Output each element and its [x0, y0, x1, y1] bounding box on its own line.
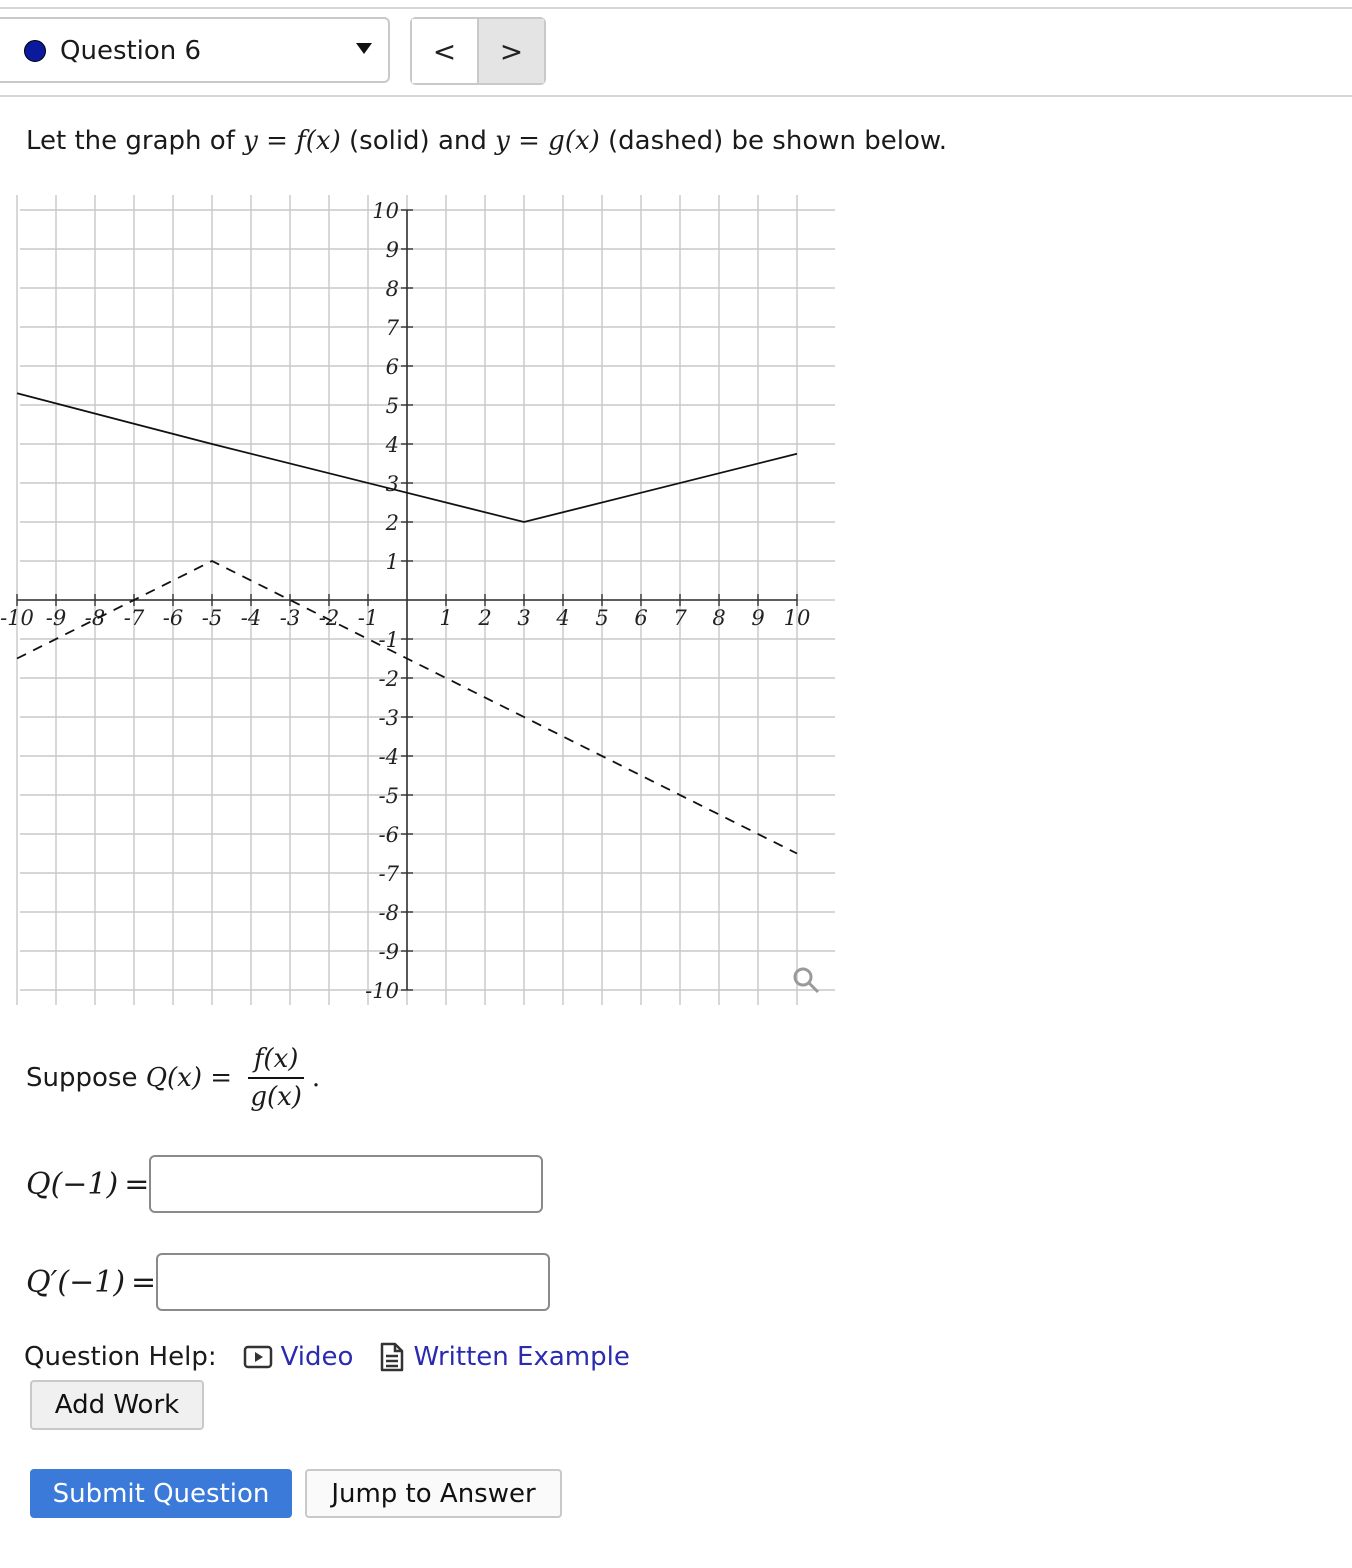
y-tick-label: -2 — [378, 667, 399, 691]
submit-question-button[interactable]: Submit Question — [30, 1469, 292, 1518]
y-tick-label: 9 — [385, 238, 399, 262]
prompt-equals-2: = — [518, 126, 540, 156]
answer-row-1 — [26, 1155, 543, 1213]
x-tick-label: 2 — [478, 606, 492, 630]
video-link-label: Video — [280, 1342, 354, 1372]
prompt-text: Let the graph of — [26, 126, 235, 156]
fraction-denominator: g(x) — [250, 1081, 302, 1112]
video-icon — [243, 1345, 273, 1369]
x-tick-label: -9 — [45, 606, 67, 630]
answer-equals-1: = — [124, 1166, 150, 1202]
suppose-word: Suppose — [26, 1062, 138, 1093]
video-link[interactable] — [243, 1342, 354, 1372]
y-tick-label: -7 — [378, 862, 399, 886]
x-tick-label: 9 — [751, 606, 765, 630]
q-of-x: Q(x) — [145, 1062, 202, 1093]
next-question-button[interactable]: > — [479, 19, 544, 83]
fraction — [244, 1044, 308, 1112]
x-tick-label: 7 — [673, 606, 687, 630]
prompt-y2: y — [495, 126, 510, 156]
dropdown-caret-icon — [356, 43, 372, 54]
prompt-g: g(x) — [548, 126, 600, 156]
jump-to-answer-button[interactable]: Jump to Answer — [305, 1469, 562, 1518]
y-tick-label: -5 — [378, 784, 399, 808]
y-tick-label: 8 — [385, 277, 399, 301]
y-tick-label: -9 — [378, 940, 399, 964]
y-tick-label: -8 — [378, 901, 399, 925]
y-tick-label: 3 — [385, 472, 399, 496]
y-tick-label: -4 — [378, 745, 399, 769]
written-example-label: Written Example — [413, 1342, 630, 1372]
x-tick-label: -4 — [240, 606, 262, 630]
y-tick-label: 1 — [385, 550, 399, 574]
x-tick-label: -2 — [318, 606, 340, 630]
prompt-equals: = — [266, 126, 288, 156]
fraction-numerator: f(x) — [248, 1044, 305, 1079]
function-graph — [0, 195, 835, 1005]
x-tick-label: -5 — [201, 606, 223, 630]
y-tick-label: 10 — [372, 199, 399, 223]
question-help — [24, 1342, 630, 1372]
y-tick-label: -3 — [378, 706, 399, 730]
x-tick-label: 1 — [439, 606, 453, 630]
x-tick-label: 4 — [556, 606, 570, 630]
prompt-f: f(x) — [296, 126, 341, 156]
prompt-rest-text: (dashed) be shown below. — [608, 126, 948, 156]
x-tick-label: -10 — [0, 606, 34, 630]
question-nav — [410, 17, 546, 85]
x-tick-label: -8 — [84, 606, 106, 630]
suppose-equals: = — [210, 1062, 233, 1093]
y-tick-label: 7 — [385, 316, 399, 340]
definition-line — [26, 1030, 320, 1125]
y-tick-label: 6 — [385, 355, 399, 379]
question-select[interactable] — [0, 17, 390, 83]
x-tick-label: 8 — [712, 606, 726, 630]
x-tick-label: -7 — [123, 606, 145, 630]
answer-row-2 — [26, 1253, 550, 1311]
suppose-period: . — [311, 1062, 321, 1093]
prompt-y: y — [243, 126, 258, 156]
x-tick-label: -3 — [279, 606, 301, 630]
x-tick-label: 6 — [634, 606, 648, 630]
header-divider — [0, 95, 1352, 97]
answer-input-1[interactable] — [149, 1155, 543, 1213]
question-prompt — [26, 126, 947, 156]
answer-input-2[interactable] — [156, 1253, 550, 1311]
answer-equals-2: = — [131, 1264, 157, 1300]
x-tick-label: 5 — [595, 606, 609, 630]
previous-question-button[interactable]: < — [412, 19, 479, 83]
x-tick-label: 10 — [783, 606, 811, 630]
answer-label-1: Q(−1) — [26, 1166, 119, 1202]
y-tick-label: -6 — [378, 823, 399, 847]
y-tick-label: 2 — [385, 511, 399, 535]
y-tick-label: -1 — [378, 628, 399, 652]
question-label: Question 6 — [60, 36, 202, 66]
magnify-icon[interactable] — [795, 969, 818, 992]
x-tick-label: -6 — [162, 606, 184, 630]
help-label: Question Help: — [24, 1342, 217, 1372]
y-tick-label: 4 — [385, 433, 399, 457]
y-tick-label: 5 — [385, 394, 399, 418]
x-tick-label: -1 — [357, 606, 379, 630]
written-example-link[interactable] — [379, 1342, 629, 1372]
prompt-solid-text: (solid) and — [349, 126, 487, 156]
answer-label-2: Q′(−1) — [26, 1264, 126, 1300]
document-icon — [379, 1342, 405, 1372]
question-status-dot — [24, 40, 46, 62]
top-divider — [0, 7, 1352, 9]
x-tick-label: 3 — [517, 606, 531, 630]
add-work-button[interactable]: Add Work — [30, 1380, 204, 1430]
y-tick-label: -10 — [365, 979, 399, 1003]
